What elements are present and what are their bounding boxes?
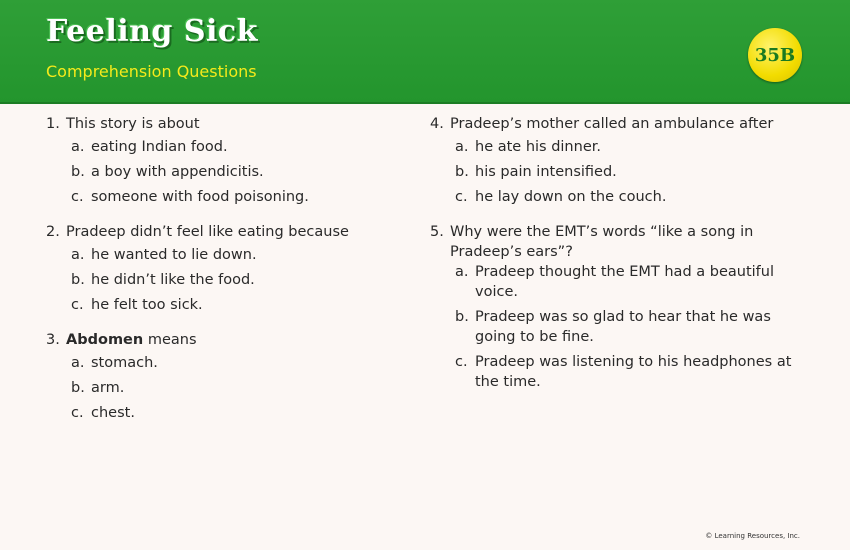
question-number: 5. [430, 224, 444, 240]
choice-text: stomach. [91, 355, 158, 371]
choice-letter: b. [71, 272, 85, 288]
choice-letter: a. [71, 139, 85, 155]
card-header [0, 0, 850, 104]
right-column [430, 112, 810, 405]
question-5 [430, 220, 810, 392]
answer-choice [71, 187, 426, 207]
question-text: This story is about [66, 116, 200, 132]
answer-choice [71, 403, 426, 423]
answer-choice [455, 262, 810, 302]
vocabulary-word: Abdomen [66, 332, 144, 348]
choice-text: Pradeep was so glad to hear that he was going to be fine. [475, 309, 771, 345]
answer-choice [455, 162, 810, 182]
choice-text: he wanted to lie down. [91, 247, 257, 263]
choice-letter: a. [71, 355, 85, 371]
answer-choices [46, 245, 426, 315]
answer-choice [71, 353, 426, 373]
answer-choice [71, 295, 426, 315]
copyright-notice: © Learning Resources, Inc. [705, 532, 800, 540]
answer-choice [71, 270, 426, 290]
choice-letter: c. [71, 405, 84, 421]
choice-letter: b. [71, 380, 85, 396]
choice-text: Pradeep was listening to his headphones at the time. [475, 354, 792, 390]
card-subtitle: Comprehension Questions [46, 62, 257, 81]
question-number: 4. [430, 116, 444, 132]
choice-text: someone with food poisoning. [91, 189, 309, 205]
question-text: Pradeep didn’t feel like eating because [66, 224, 349, 240]
question-number: 3. [46, 332, 60, 348]
answer-choices [46, 353, 426, 423]
question-2 [46, 220, 426, 315]
choice-letter: c. [71, 297, 84, 313]
answer-choices [46, 137, 426, 207]
choice-text: he ate his dinner. [475, 139, 601, 155]
choice-text: a boy with appendicitis. [91, 164, 264, 180]
question-number: 2. [46, 224, 60, 240]
choice-text: chest. [91, 405, 135, 421]
choice-text: he lay down on the couch. [475, 189, 667, 205]
question-text: Why were the EMT’s words “like a song in Pradeep’s ears”? [450, 224, 754, 260]
choice-letter: a. [71, 247, 85, 263]
answer-choice [455, 352, 810, 392]
choice-text: arm. [91, 380, 125, 396]
answer-choice [71, 162, 426, 182]
choice-text: eating Indian food. [91, 139, 228, 155]
left-column [46, 112, 426, 436]
question-text: Pradeep’s mother called an ambulance after [450, 116, 774, 132]
question-text [66, 328, 426, 353]
choice-letter: a. [455, 139, 469, 155]
choice-text: he didn’t like the food. [91, 272, 255, 288]
question-4 [430, 112, 810, 207]
question-number: 1. [46, 116, 60, 132]
question-3 [46, 328, 426, 423]
choice-text: he felt too sick. [91, 297, 203, 313]
choice-letter: b. [455, 309, 469, 325]
answer-choice [71, 378, 426, 398]
answer-choices [430, 262, 810, 392]
answer-choice [71, 245, 426, 265]
answer-choice [71, 137, 426, 157]
choice-letter: b. [71, 164, 85, 180]
question-1 [46, 112, 426, 207]
choice-letter: c. [71, 189, 84, 205]
answer-choices [430, 137, 810, 207]
answer-choice [455, 187, 810, 207]
card-number-badge: 35B [748, 28, 802, 82]
question-text-rest: means [143, 332, 197, 348]
choice-text: his pain intensified. [475, 164, 617, 180]
choice-text: Pradeep thought the EMT had a beautiful voice. [475, 264, 774, 300]
choice-letter: c. [455, 354, 468, 370]
answer-choice [455, 137, 810, 157]
choice-letter: b. [455, 164, 469, 180]
choice-letter: a. [455, 264, 469, 280]
answer-choice [455, 307, 810, 347]
card-title: Feeling Sick [46, 14, 258, 49]
choice-letter: c. [455, 189, 468, 205]
